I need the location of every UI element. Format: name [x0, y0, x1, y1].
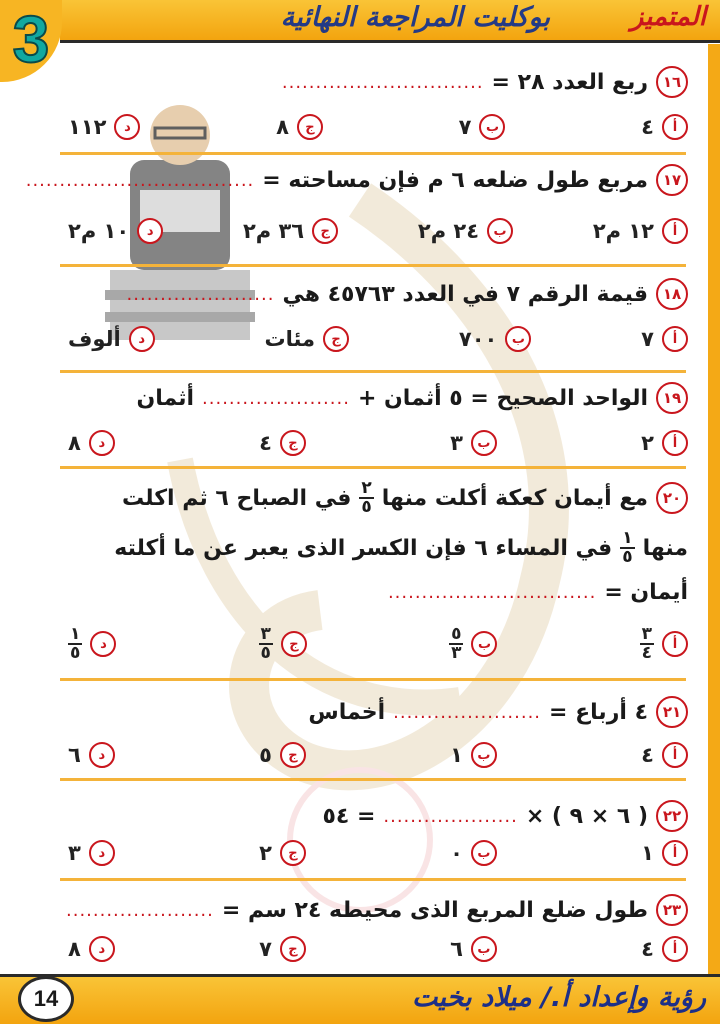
question-stem: ربع العدد ٢٨ = — [491, 69, 648, 95]
question-23-options — [68, 936, 688, 962]
option-b[interactable] — [449, 626, 497, 662]
question-stem-part: أيمان = — [604, 580, 688, 605]
option-value: ٨ — [68, 937, 81, 961]
brand-name: المتميز — [630, 2, 706, 32]
option-value: ٨ — [68, 431, 81, 455]
option-letter: ب — [471, 840, 497, 866]
option-letter: ج — [280, 742, 306, 768]
option-letter: أ — [662, 430, 688, 456]
booklet-title: بوكليت المراجعة النهائية — [280, 2, 550, 33]
option-letter: د — [114, 114, 140, 140]
option-value: ١٠ م٢ — [68, 219, 130, 243]
option-c[interactable] — [259, 936, 306, 962]
option-b[interactable] — [418, 218, 513, 244]
option-c[interactable] — [259, 430, 306, 456]
fraction-numerator: ٥ — [451, 624, 462, 644]
option-c[interactable] — [259, 742, 306, 768]
question-suffix: = ٥٤ — [322, 803, 376, 829]
question-stem-part: مع أيمان كعكة أكلت منها — [381, 485, 648, 511]
question-16-text — [282, 66, 688, 98]
question-18 — [14, 272, 688, 368]
question-stem: طول ضلع المربع الذى محيطه ٢٤ سم = — [221, 897, 648, 923]
question-stem: الواحد الصحيح = ٥ أثمان + — [357, 385, 648, 411]
option-letter: أ — [662, 840, 688, 866]
option-letter: أ — [662, 631, 688, 657]
question-20-options — [68, 626, 688, 662]
page-header — [0, 0, 720, 44]
answer-blank: .............................. — [281, 71, 484, 93]
option-c[interactable] — [259, 626, 307, 662]
option-letter: د — [90, 631, 116, 657]
option-letter: ب — [471, 430, 497, 456]
question-22-options — [68, 840, 688, 866]
question-22 — [14, 786, 688, 876]
option-c[interactable] — [243, 218, 338, 244]
grade-number: 3 — [12, 2, 50, 76]
question-stem-part: منها — [642, 535, 688, 561]
question-stem: ( ٦ × ٩ ) × — [525, 803, 648, 829]
option-letter: ج — [297, 114, 323, 140]
option-letter: أ — [662, 936, 688, 962]
divider — [60, 370, 686, 373]
option-b[interactable] — [450, 840, 497, 866]
option-value: ٥ — [259, 743, 272, 767]
option-letter: ب — [471, 742, 497, 768]
question-19-text — [136, 382, 688, 414]
option-fraction — [449, 626, 463, 662]
option-value: ٤ — [641, 743, 654, 767]
question-18-text — [127, 278, 688, 310]
option-value: ٣٦ م٢ — [242, 219, 305, 243]
fraction-numerator: ١ — [70, 624, 81, 644]
divider — [60, 466, 686, 469]
answer-blank: ...................... — [126, 283, 275, 305]
question-number: ٢٠ — [656, 482, 688, 514]
option-letter: ج — [280, 840, 306, 866]
question-19 — [14, 378, 688, 464]
option-value: ٤ — [641, 115, 654, 139]
answer-blank: ...................... — [66, 899, 214, 921]
option-c[interactable] — [276, 114, 323, 140]
fraction-denominator: ٥ — [361, 497, 372, 517]
option-value: ألوف — [68, 327, 121, 351]
option-letter: ج — [312, 218, 338, 244]
option-value: ٧ — [259, 937, 272, 961]
question-20 — [14, 474, 688, 674]
option-value: ١٢ م٢ — [592, 219, 654, 243]
fraction — [359, 480, 373, 516]
option-letter: د — [89, 840, 115, 866]
option-a[interactable] — [593, 218, 688, 244]
divider — [60, 152, 686, 155]
option-b[interactable] — [450, 742, 497, 768]
fraction-numerator: ١ — [622, 528, 633, 548]
option-value: ٧ — [458, 115, 472, 139]
option-letter: ج — [323, 326, 349, 352]
question-number: ١٨ — [656, 278, 688, 310]
question-18-options — [68, 326, 688, 352]
question-22-text — [322, 800, 688, 832]
option-letter: د — [89, 742, 115, 768]
question-17 — [14, 160, 688, 260]
question-21-text — [308, 696, 688, 728]
option-d[interactable] — [68, 326, 155, 352]
option-letter: أ — [662, 326, 688, 352]
question-number: ٢١ — [656, 696, 688, 728]
fraction-numerator: ٣ — [641, 624, 652, 644]
question-23 — [14, 886, 688, 972]
divider — [60, 678, 686, 681]
option-letter: د — [89, 936, 115, 962]
option-letter: أ — [662, 742, 688, 768]
question-number: ١٩ — [656, 382, 688, 414]
option-b[interactable] — [459, 326, 531, 352]
answer-blank: .................................. — [25, 169, 255, 191]
right-border — [708, 44, 720, 974]
option-a[interactable] — [641, 326, 688, 352]
question-stem: مربع طول ضلعه ٦ م فإن مساحته = — [262, 167, 648, 193]
option-value: ٦ — [450, 937, 463, 961]
question-20-line-2 — [114, 530, 688, 566]
option-value: ٧ — [641, 327, 654, 351]
option-value: ٧٠٠ — [458, 327, 498, 351]
option-d[interactable] — [68, 114, 140, 140]
option-c[interactable] — [265, 326, 350, 352]
question-suffix: أثمان — [136, 385, 195, 411]
option-fraction — [68, 626, 82, 662]
option-d[interactable] — [68, 430, 115, 456]
option-letter: ج — [280, 936, 306, 962]
option-d[interactable] — [68, 626, 116, 662]
option-a[interactable] — [641, 936, 688, 962]
option-b[interactable] — [459, 114, 506, 140]
question-suffix: أخماس — [308, 699, 386, 725]
fraction-denominator: ٥ — [622, 547, 633, 567]
option-letter: أ — [662, 114, 688, 140]
option-letter: أ — [662, 218, 688, 244]
question-number: ١٧ — [656, 164, 688, 196]
question-17-options — [68, 218, 688, 244]
option-d[interactable] — [68, 840, 115, 866]
fraction-denominator: ٥ — [70, 643, 81, 663]
option-d[interactable] — [68, 936, 115, 962]
question-21-options — [68, 742, 688, 768]
option-letter: ب — [471, 631, 497, 657]
option-fraction — [259, 626, 273, 662]
question-17-text — [26, 164, 688, 196]
option-a[interactable] — [641, 840, 688, 866]
option-letter: ب — [479, 114, 505, 140]
question-number: ١٦ — [656, 66, 688, 98]
question-19-options — [68, 430, 688, 456]
divider — [60, 264, 686, 267]
divider — [60, 778, 686, 781]
page-number: 14 — [18, 976, 74, 1022]
option-value: مئات — [264, 327, 316, 351]
fraction-denominator: ٥ — [260, 643, 271, 663]
option-letter: ب — [487, 218, 513, 244]
question-stem: قيمة الرقم ٧ في العدد ٤٥٧٦٣ هي — [282, 281, 648, 307]
answer-blank: ...................... — [393, 701, 542, 723]
option-letter: د — [129, 326, 155, 352]
option-value: ٢٤ م٢ — [417, 219, 480, 243]
option-a[interactable] — [640, 626, 688, 662]
fraction — [620, 530, 634, 566]
option-value: ١ — [641, 841, 654, 865]
option-value: ٤ — [641, 937, 654, 961]
option-letter: ج — [281, 631, 307, 657]
option-value: ٣ — [68, 841, 81, 865]
option-a[interactable] — [641, 114, 688, 140]
option-value: ٠ — [450, 841, 463, 865]
question-stem-part: في الصباح ٦ ثم اكلت — [121, 485, 352, 511]
fraction-denominator: ٤ — [641, 643, 652, 663]
question-20-line-1 — [122, 480, 688, 516]
option-letter: ج — [280, 430, 306, 456]
option-value: ٢ — [259, 841, 272, 865]
question-stem-part: في المساء ٦ فإن الكسر الذى يعبر عن ما أكلته — [114, 535, 613, 561]
fraction-numerator: ٣ — [260, 624, 271, 644]
option-a[interactable] — [641, 742, 688, 768]
option-value: ٢ — [641, 431, 654, 455]
option-value: ٤ — [259, 431, 272, 455]
option-d[interactable] — [68, 742, 115, 768]
question-23-text — [66, 894, 688, 926]
option-fraction — [640, 626, 654, 662]
option-value: ٦ — [68, 743, 81, 767]
question-number: ٢٢ — [656, 800, 688, 832]
option-b[interactable] — [450, 430, 497, 456]
option-letter: د — [89, 430, 115, 456]
question-stem: ٤ أرباع = — [549, 699, 648, 725]
option-a[interactable] — [641, 430, 688, 456]
option-value: ١ — [450, 743, 463, 767]
question-20-line-3 — [388, 580, 688, 605]
answer-blank: .................... — [383, 805, 518, 827]
option-value: ٣ — [450, 431, 463, 455]
author-credit: رؤية وإعداد أ./ ميلاد بخيت — [412, 982, 706, 1013]
fraction-denominator: ٣ — [451, 643, 462, 663]
answer-blank: ...................... — [202, 387, 350, 409]
question-21 — [14, 686, 688, 774]
option-value: ١١٢ — [68, 115, 107, 139]
divider — [60, 878, 686, 881]
option-d[interactable] — [68, 218, 163, 244]
option-letter: د — [137, 218, 163, 244]
question-16 — [14, 62, 688, 150]
question-number: ٢٣ — [656, 894, 688, 926]
option-b[interactable] — [450, 936, 497, 962]
answer-blank: ............................... — [387, 582, 597, 603]
fraction-numerator: ٢ — [361, 478, 372, 498]
option-c[interactable] — [259, 840, 306, 866]
option-value: ٨ — [276, 115, 289, 139]
option-letter: ب — [505, 326, 531, 352]
option-letter: ب — [471, 936, 497, 962]
question-16-options — [68, 114, 688, 140]
